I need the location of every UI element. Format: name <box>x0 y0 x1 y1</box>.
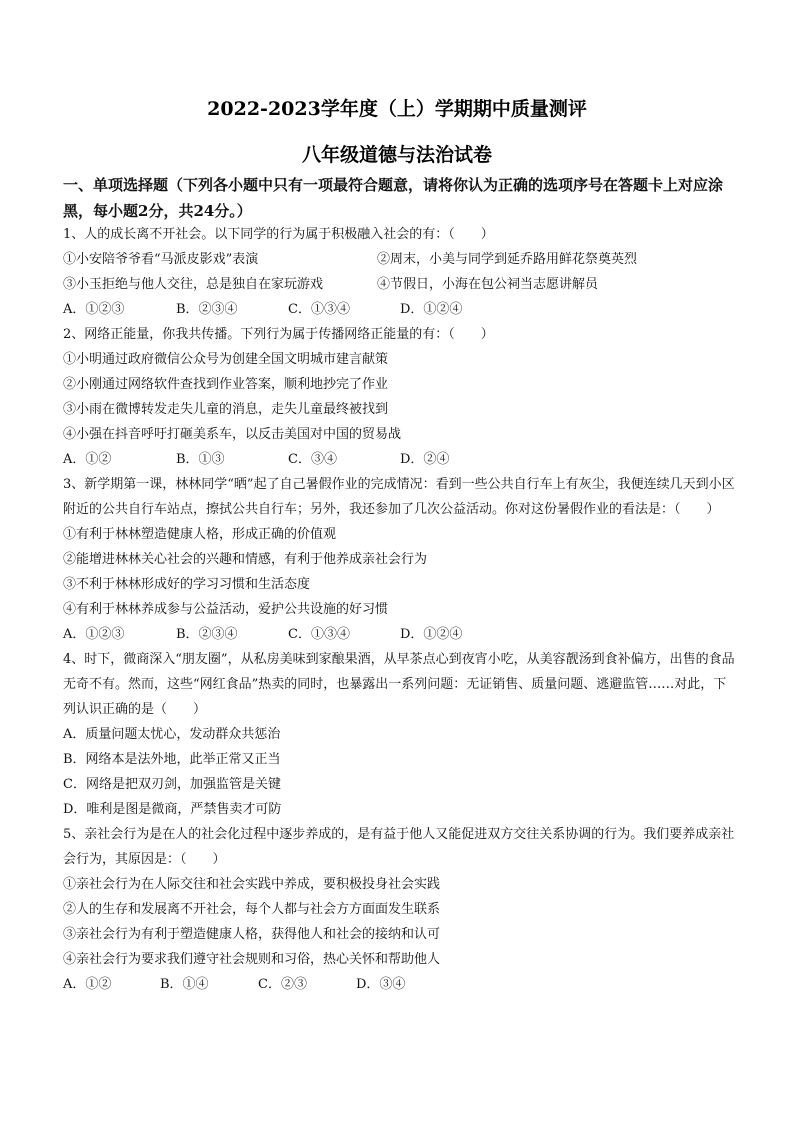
question-3 <box>63 472 739 647</box>
statement: ④节假日，小海在包公祠当志愿讲解员 <box>377 277 599 292</box>
statement: ②周末，小美与同学到延乔路用鲜花祭奠英烈 <box>377 252 638 267</box>
question-1 <box>63 222 739 322</box>
question-5 <box>63 822 739 997</box>
answer-options <box>63 622 739 647</box>
statement: ③不利于林林形成好的学习习惯和生活态度 <box>63 577 311 592</box>
statement: ④有利于林林养成参与公益活动，爱护公共设施的好习惯 <box>63 602 389 617</box>
statement: ①亲社会行为在人际交往和社会实践中养成，要积极投身社会实践 <box>63 877 441 892</box>
statement: ②小刚通过网络软件查找到作业答案，顺利地抄完了作业 <box>63 377 389 392</box>
question-4 <box>63 647 739 822</box>
option-a: A．①②③ <box>63 627 125 642</box>
statement-row <box>63 247 739 272</box>
choice: C．网络是把双刃剑，加强监管是关键 <box>63 777 281 792</box>
statement: ④亲社会行为要求我们遵守社会规则和习俗，热心关怀和帮助他人 <box>63 952 441 967</box>
section-heading: 一、单项选择题（下列各小题中只有一项最符合题意，请将你认为正确的选项序号在答题卡上对应涂黑，每小题2分，共24分。） <box>63 176 724 220</box>
question-stem: 2、网络正能量，你我共传播。下列行为属于传播网络正能量的有：（ ） <box>63 327 494 342</box>
option-a: A．①② <box>63 452 112 467</box>
question-stem: 3、新学期第一课，林林同学“晒”起了自己暑假作业的完成情况：看到一些公共自行车上有灰尘，我便连续几天到小区附近的公共自行车站点，擦拭公共自行车；另外，我还参加了几次公益活动。你对这份暑假作业的看法是：（ ） <box>63 477 735 517</box>
exam-title: 2022-2023学年度（上）学期期中质量测评 <box>207 98 587 120</box>
statement: ①有利于林林塑造健康人格，形成正确的价值观 <box>63 527 337 542</box>
question-stem: 1、人的成长离不开社会。以下同学的行为属于积极融入社会的有：（ ） <box>63 227 494 242</box>
option-b: B．②③④ <box>176 302 238 317</box>
question-stem: 4、时下，微商深入“朋友圈”，从私房美味到家酿果酒，从早茶点心到夜宵小吃，从美容靓汤到食补偏方，出售的食品无奇不有。然而，这些“网红食品”热卖的同时，也暴露出一系列问题：无证销售、质量问题、逃避监管……对此，下列认识正确的是（ ） <box>63 652 735 717</box>
option-b: B．①④ <box>160 977 209 992</box>
statement: ③亲社会行为有利于塑造健康人格，获得他人和社会的接纳和认可 <box>63 927 441 942</box>
option-d: D．①②④ <box>400 302 463 317</box>
option-d: D．①②④ <box>400 627 463 642</box>
statement: ④小强在抖音呼吁打砸美系车，以反击美国对中国的贸易战 <box>63 427 402 442</box>
statement: ②人的生存和发展离不开社会，每个人都与社会方方面面发生联系 <box>63 902 441 917</box>
choice: A．质量问题太忧心，发动群众共惩治 <box>63 727 281 742</box>
statement-row <box>63 272 739 297</box>
option-d: D．③④ <box>356 977 406 992</box>
option-c: C．③④ <box>288 452 337 467</box>
answer-options <box>63 297 739 322</box>
question-2 <box>63 322 739 472</box>
question-stem: 5、亲社会行为是在人的社会化过程中逐步养成的，是有益于他人又能促进双方交往关系协调的行为。我们要养成亲社会行为，其原因是：（ ） <box>63 827 735 867</box>
statement: ①小安陪爷爷看“马派皮影戏”表演 <box>63 252 259 267</box>
answer-options <box>63 972 739 997</box>
option-b: B．②③④ <box>176 627 238 642</box>
option-a: A．①② <box>63 977 112 992</box>
option-a: A．①②③ <box>63 302 125 317</box>
statement: ③小玉拒绝与他人交往，总是独自在家玩游戏 <box>63 277 324 292</box>
option-d: D．②④ <box>400 452 450 467</box>
statement: ②能增进林林关心社会的兴趣和情感，有利于他养成亲社会行为 <box>63 552 428 567</box>
option-c: C．①③④ <box>288 627 350 642</box>
statement: ③小雨在微博转发走失儿童的消息，走失儿童最终被找到 <box>63 402 389 417</box>
option-b: B．①③ <box>176 452 225 467</box>
choice: D．唯利是图是微商，严禁售卖才可防 <box>63 802 282 817</box>
option-c: C．②③ <box>258 977 307 992</box>
statement: ①小明通过政府微信公众号为创建全国文明城市建言献策 <box>63 352 389 367</box>
choice: B．网络本是法外地，此举正常又正当 <box>63 752 281 767</box>
exam-subtitle: 八年级道德与法治试卷 <box>301 144 492 166</box>
option-c: C．①③④ <box>288 302 350 317</box>
question-list <box>63 222 739 997</box>
answer-options <box>63 447 739 472</box>
